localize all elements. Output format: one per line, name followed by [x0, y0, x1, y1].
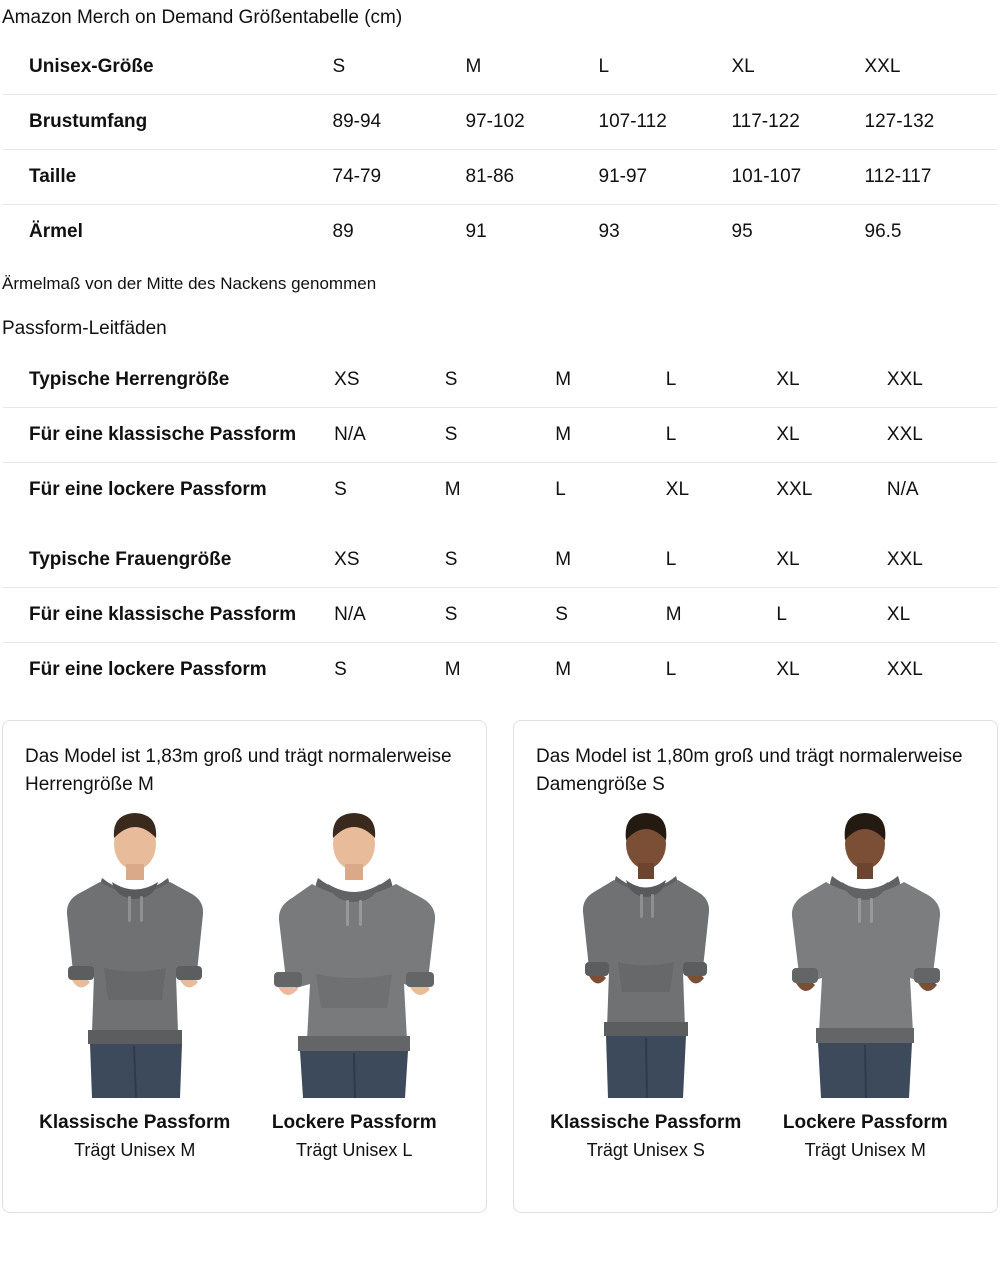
cell-value: XL — [887, 587, 998, 642]
fit-guides-label: Passform-Leitfäden — [2, 317, 167, 339]
row-label: Für eine klassische Passform — [3, 407, 335, 462]
table-row — [3, 642, 998, 697]
row-label: Für eine lockere Passform — [29, 478, 267, 500]
row-label: Unisex-Größe — [3, 39, 333, 94]
table-row — [3, 462, 998, 517]
cell-value: M — [666, 587, 777, 642]
cell-value: 93 — [598, 220, 620, 242]
cell-value: XXL — [776, 478, 813, 500]
cell-value: 89 — [332, 220, 354, 242]
cell-value: 74-79 — [333, 149, 466, 204]
male-relaxed-label — [245, 1112, 465, 1161]
fit-subtitle: Trägt Unisex L — [296, 1139, 413, 1160]
row-label: Für eine lockere Passform — [29, 658, 267, 680]
male-relaxed-hoodie-illustration — [254, 808, 454, 1098]
table-row — [3, 587, 998, 642]
cell-value: 101-107 — [732, 149, 865, 204]
cell-value: XL — [732, 39, 865, 94]
female-relaxed-label — [756, 1112, 976, 1161]
cell-value: S — [445, 407, 556, 462]
male-figures — [25, 808, 464, 1098]
fit-title: Klassische Passform — [39, 1111, 231, 1133]
female-classic-figure — [536, 808, 756, 1098]
cell-value: XXL — [887, 407, 998, 462]
cell-value: XL — [776, 658, 800, 680]
fit-title: Klassische Passform — [550, 1111, 742, 1133]
female-relaxed-hoodie-illustration — [770, 808, 960, 1098]
cell-value: N/A — [334, 587, 445, 642]
cell-value: L — [666, 352, 777, 407]
female-classic-hoodie-illustration — [556, 808, 736, 1098]
row-label: Brustumfang — [3, 94, 333, 149]
cell-value: 91-97 — [599, 149, 732, 204]
cell-value: S — [334, 658, 347, 680]
cell-value: S — [445, 587, 556, 642]
male-classic-label — [25, 1112, 245, 1161]
female-model-description: Das Model ist 1,80m groß und trägt normalerweise Damengröße S — [536, 745, 963, 796]
measurements-table — [2, 39, 998, 260]
fit-title: Lockere Passform — [782, 1111, 948, 1133]
cell-value: 107-112 — [599, 94, 732, 149]
cell-value: XXL — [865, 39, 998, 94]
cell-value: L — [599, 39, 732, 94]
row-label: Taille — [3, 149, 333, 204]
table-row — [3, 94, 998, 149]
cell-value: L — [555, 478, 566, 500]
cell-value: 117-122 — [732, 94, 865, 149]
female-figure-labels — [536, 1112, 975, 1161]
cell-value: XL — [665, 478, 690, 500]
cell-value: L — [666, 532, 777, 587]
table-row — [3, 39, 998, 94]
table-row — [3, 352, 998, 407]
cell-value: 95 — [731, 220, 753, 242]
cell-value: 91 — [465, 220, 487, 242]
cell-value: L — [776, 587, 887, 642]
cell-value: XS — [334, 352, 445, 407]
cell-value: 89-94 — [333, 94, 466, 149]
female-relaxed-figure — [756, 808, 976, 1098]
fit-subtitle: Trägt Unisex S — [586, 1139, 705, 1160]
table-row — [3, 204, 998, 259]
cell-value: M — [444, 478, 461, 500]
cell-value: 81-86 — [466, 149, 599, 204]
cell-value: M — [555, 532, 666, 587]
cell-value: M — [555, 407, 666, 462]
cell-value: XL — [776, 352, 887, 407]
cell-value: 127-132 — [865, 94, 998, 149]
male-classic-hoodie-illustration — [40, 808, 230, 1098]
cell-value: S — [334, 478, 347, 500]
male-model-card — [2, 720, 487, 1213]
cell-value: L — [665, 658, 677, 680]
female-figures — [536, 808, 975, 1098]
row-label: Typische Herrengröße — [3, 352, 335, 407]
cell-value: S — [333, 39, 466, 94]
womens-fit-table — [2, 532, 998, 698]
cell-value: 97-102 — [466, 94, 599, 149]
cell-value: XL — [776, 407, 887, 462]
male-model-description: Das Model ist 1,83m groß und trägt normalerweise Herrengröße M — [25, 745, 452, 796]
model-cards — [2, 720, 998, 1213]
mens-fit-table — [2, 352, 998, 518]
row-label: Für eine klassische Passform — [3, 587, 335, 642]
cell-value: N/A — [886, 478, 919, 500]
cell-value: L — [666, 407, 777, 462]
cell-value: M — [555, 658, 572, 680]
cell-value: XL — [776, 532, 887, 587]
cell-value: XXL — [887, 532, 998, 587]
cell-value: S — [445, 532, 556, 587]
cell-value: N/A — [334, 407, 445, 462]
table-row — [3, 532, 998, 587]
cell-value: M — [444, 658, 461, 680]
table-row — [3, 407, 998, 462]
cell-value: XXL — [886, 658, 923, 680]
table-gap — [0, 518, 1000, 532]
fit-title: Lockere Passform — [271, 1111, 437, 1133]
male-classic-figure — [25, 808, 245, 1098]
female-model-card — [513, 720, 998, 1213]
table-row — [3, 149, 998, 204]
cell-value: 112-117 — [865, 149, 998, 204]
cell-value: 96.5 — [864, 220, 902, 242]
cell-value: XS — [334, 532, 445, 587]
cell-value: S — [445, 352, 556, 407]
male-relaxed-figure — [245, 808, 465, 1098]
fit-subtitle: Trägt Unisex M — [804, 1139, 926, 1160]
cell-value: S — [555, 587, 666, 642]
cell-value: M — [466, 39, 599, 94]
female-classic-label — [536, 1112, 756, 1161]
cell-value: XXL — [887, 352, 998, 407]
male-figure-labels — [25, 1112, 464, 1161]
fit-subtitle: Trägt Unisex M — [74, 1139, 196, 1160]
page-title: Amazon Merch on Demand Größentabelle (cm) — [2, 7, 403, 28]
row-label: Typische Frauengröße — [3, 532, 335, 587]
cell-value: M — [555, 352, 666, 407]
sleeve-note: Ärmelmaß von der Mitte des Nackens genommen — [2, 273, 377, 293]
row-label: Ärmel — [29, 220, 83, 242]
